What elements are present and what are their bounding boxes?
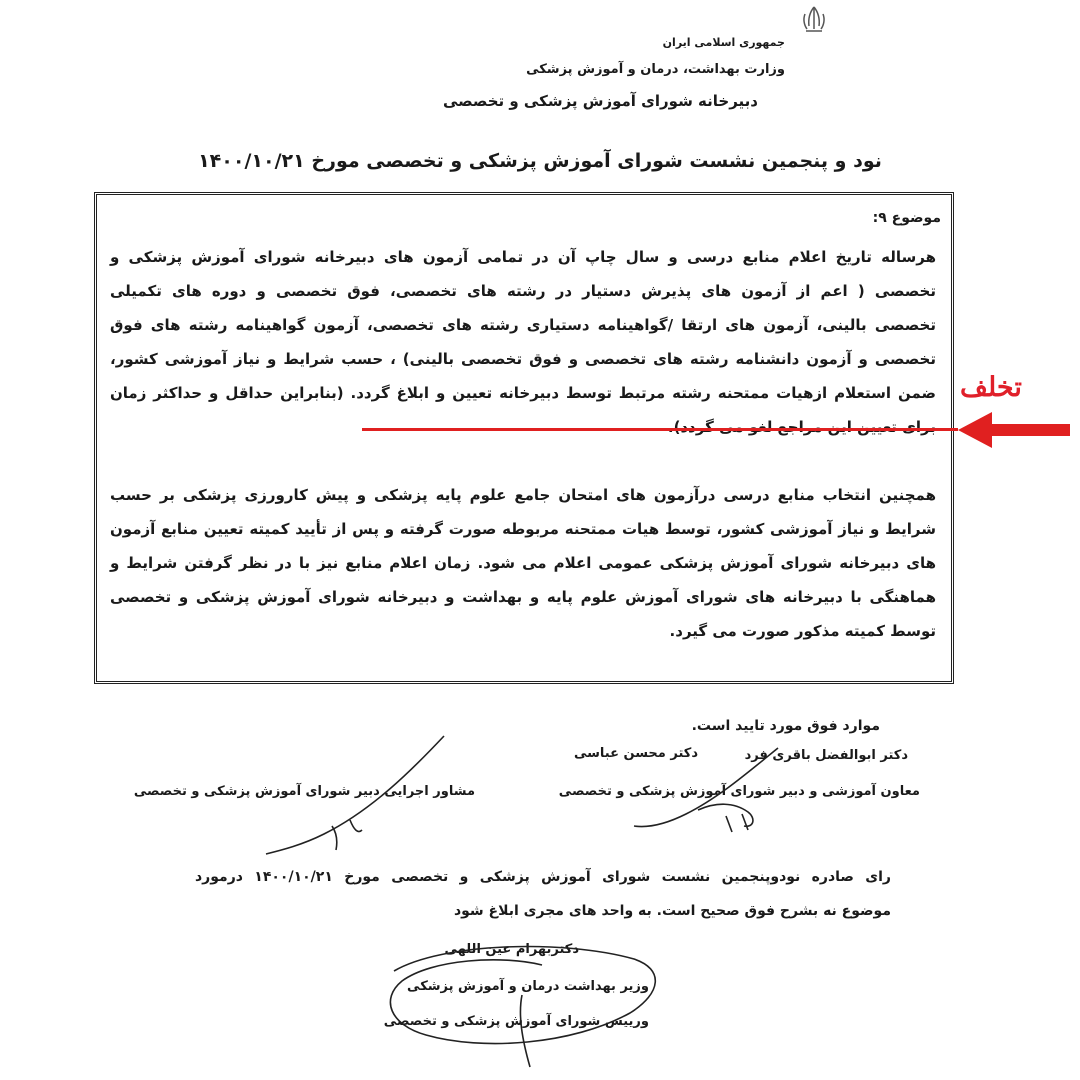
violation-underline <box>362 428 958 431</box>
signatory-right-name: دکتر ابوالفضل باقری فرد <box>744 748 908 763</box>
text-line: شرایط و نیاز آموزشی کشور، توسط هیات ممتحنه مربوطه صورت گرفته و پس از تأیید کمیته تعیین منابع آزمون <box>110 520 936 539</box>
header-ministry: وزارت بهداشت، درمان و آموزش پزشکی <box>526 62 785 77</box>
resolution-paragraph-2 <box>110 478 936 648</box>
text-line: تخصصی و آزمون دانشنامه رشته های تخصصی و فوق تخصصی بالینی) ، حسب شرایط و نیاز آموزشی کشور، <box>110 350 936 369</box>
red-arrow-icon <box>958 412 1070 448</box>
document-title: نود و پنجمین نشست شورای آموزش پزشکی و تخصصی مورخ ۱۴۰۰/۱۰/۲۱ <box>198 150 882 172</box>
subject-label: موضوع ۹: <box>872 210 941 226</box>
minister-role-1: وزیر بهداشت درمان و آموزش پزشکی <box>407 979 649 994</box>
resolution-paragraph-1 <box>110 240 936 445</box>
text-line: توسط کمیته مذکور صورت می گیرد. <box>669 622 936 641</box>
minister-name: دکتربهرام عین اللهی <box>444 942 579 957</box>
text-line: همچنین انتخاب منابع درسی درآزمون های امتحان جامع علوم پایه پزشکی و پیش کارورزی پزشکی بر حسب <box>110 486 936 504</box>
text-line: رای صادره نودوپنجمین نشست شورای آموزش پزشکی و تخصصی مورخ ۱۴۰۰/۱۰/۲۱ درمورد <box>195 869 891 885</box>
ruling-paragraph <box>195 860 891 928</box>
text-line: تخصصی بالینی، آزمون های ارتقا /گواهینامه دستیاری رشته های تخصصی، آزمون گواهینامه رشته های فوق <box>110 316 936 335</box>
header-country: جمهوری اسلامی ایران <box>662 36 785 49</box>
violation-annotation: تخلف <box>960 372 1022 403</box>
header-secretariat: دبیرخانه شورای آموزش پزشکی و تخصصی <box>442 92 758 110</box>
text-line: تخصصی ( اعم از آزمون های پذیرش دستیار در رشته های تخصصی، فوق تخصصی و دوره های تکمیلی <box>110 282 936 301</box>
minister-role-2: ورییس شورای آموزش پزشکی و تخصصی <box>383 1014 649 1029</box>
approval-statement: موارد فوق مورد تایید است. <box>691 718 880 734</box>
text-line: هرساله تاریخ اعلام منابع درسی و سال چاپ آن در تمامی آزمون های دبیرخانه شورای آموزش پزشکی و <box>110 248 936 266</box>
iran-emblem-icon <box>796 4 832 34</box>
text-line: های دبیرخانه شورای آموزش پزشکی عمومی اعلام می شود. زمان اعلام منابع نیز با در نظر گرفتن شرایط و <box>110 554 936 573</box>
text-line-highlighted: ضمن استعلام ازهیات ممتحنه رشته مرتبط توسط دبیرخانه تعیین و ابلاغ گردد. (بنابراین حداقل و حداکثر زمان <box>110 384 936 403</box>
signatory-right-role: معاون آموزشی و دبیر شورای آموزش پزشکی و تخصصی <box>558 784 920 799</box>
text-line: هماهنگی با دبیرخانه های شورای آموزش علوم پایه و بهداشت و دبیرخانه شورای آموزش پزشکی و تخصصی <box>110 588 936 607</box>
signatory-left-name: دکتر محسن عباسی <box>573 746 698 761</box>
text-line: موضوع نه بشرح فوق صحیح است. به واحد های مجری ابلاغ شود <box>453 903 891 919</box>
signatory-left-role: مشاور اجرایی دبیر شورای آموزش پزشکی و تخصصی <box>133 784 475 799</box>
